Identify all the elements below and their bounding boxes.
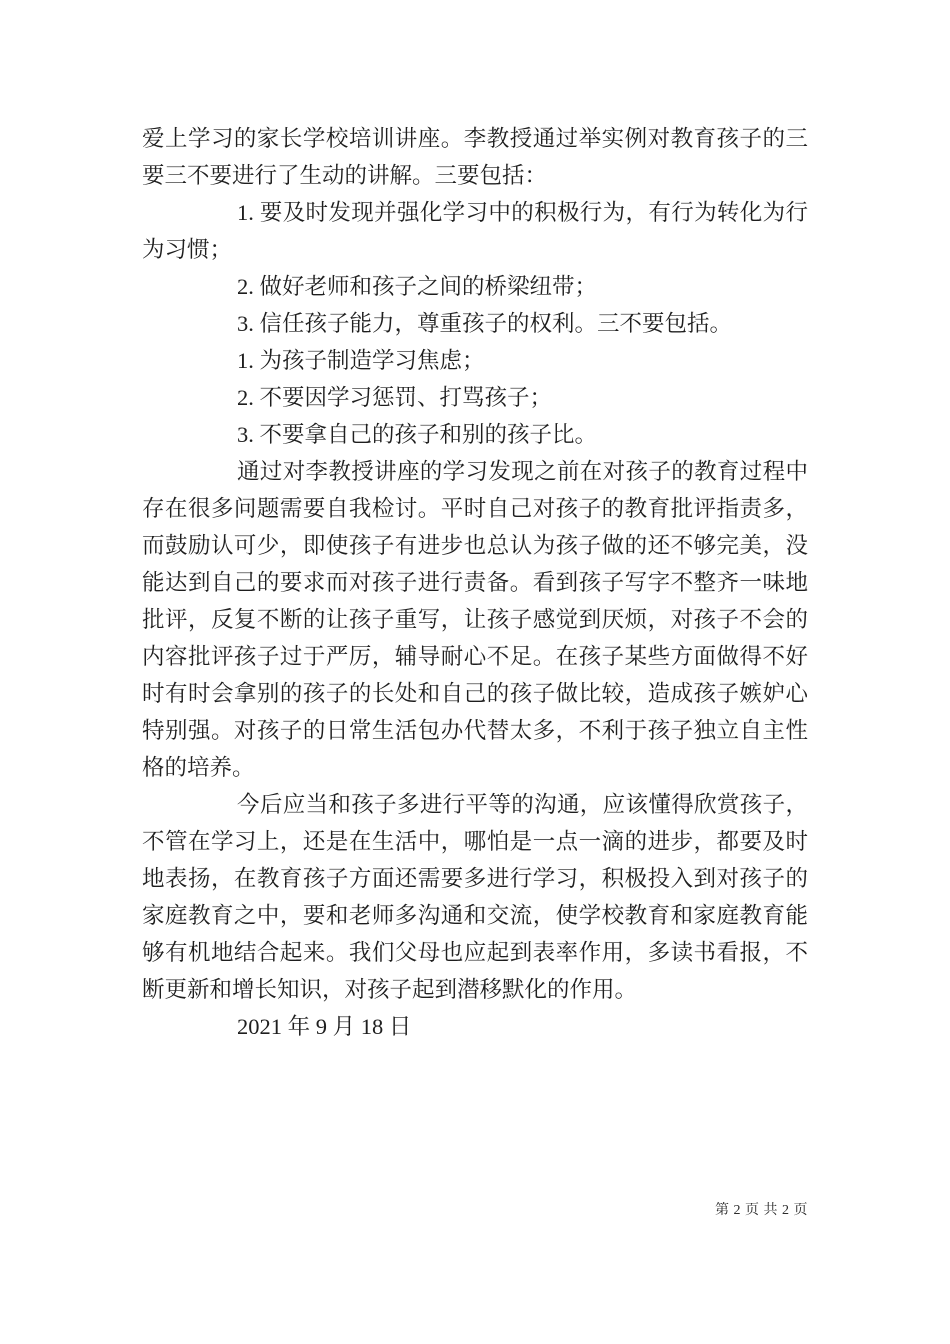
list-item-dont-3: 3. 不要拿自己的孩子和别的孩子比。	[237, 422, 598, 447]
paragraph-future-plan: 今后应当和孩子多进行平等的沟通，应该懂得欣赏孩子，不管在学习上，还是在生活中，哪怕是一点一滴的进步，都要及时地表扬，在教育孩子方面还需要多进行学习，积极投入到对孩子的家庭教育之中，要和老师多沟通和交流，使学校教育和家庭教育能够有机地结合起来。我们父母也应起到表率作用，多读书看报，不断更新和增长知识，对孩子起到潜移默化的作用。	[142, 792, 808, 1002]
list-item-want-1: 1. 要及时发现并强化学习中的积极行为，有行为转化为行为习惯；	[142, 200, 808, 262]
date-line: 2021 年 9 月 18 日	[237, 1014, 412, 1039]
list-item-want-2: 2. 做好老师和孩子之间的桥梁纽带；	[237, 274, 598, 299]
list-item-want-3: 3. 信任孩子能力，尊重孩子的权利。三不要包括。	[237, 311, 733, 336]
paragraph-continuation: 爱上学习的家长学校培训讲座。李教授通过举实例对教育孩子的三要三不要进行了生动的讲解。三要包括：	[142, 126, 808, 188]
paragraph-self-review: 通过对李教授讲座的学习发现之前在对孩子的教育过程中存在很多问题需要自我检讨。平时自己对孩子的教育批评指责多，而鼓励认可少，即使孩子有进步也总认为孩子做的还不够完美，没能达到自己的要求而对孩子进行责备。看到孩子写字不整齐一味地批评，反复不断的让孩子重写，让孩子感觉到厌烦，对孩子不会的内容批评孩子过于严厉，辅导耐心不足。在孩子某些方面做得不好时有时会拿别的孩子的长处和自己的孩子做比较，造成孩子嫉妒心特别强。对孩子的日常生活包办代替太多，不利于孩子独立自主性格的培养。	[142, 459, 808, 780]
page-number-label: 第 2 页 共 2 页	[715, 1203, 808, 1218]
page-footer	[715, 1202, 808, 1220]
list-item-dont-2: 2. 不要因学习惩罚、打骂孩子；	[237, 385, 553, 410]
list-item-dont-1: 1. 为孩子制造学习焦虑；	[237, 348, 485, 373]
